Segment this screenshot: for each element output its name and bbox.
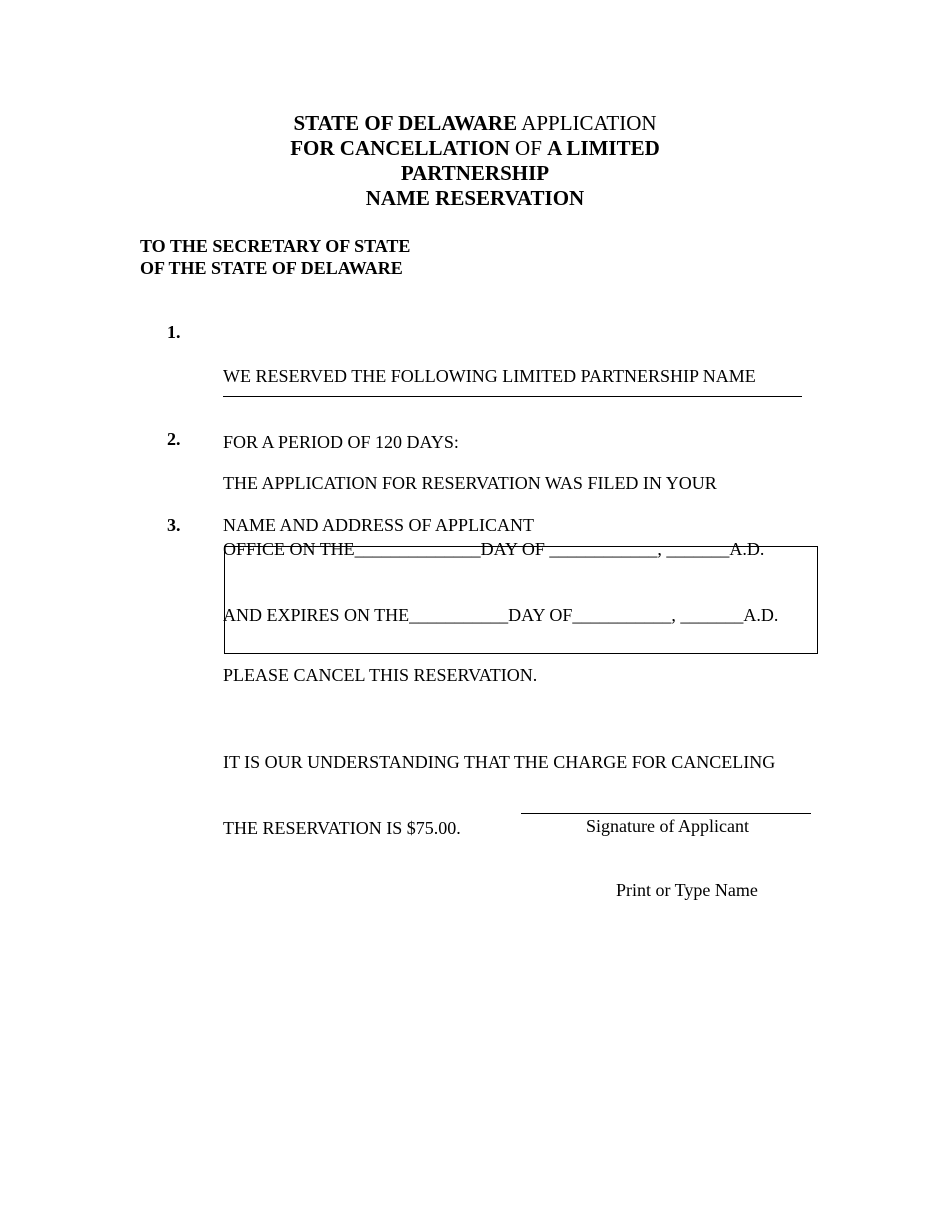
addressee [140, 235, 410, 279]
title-a-limited: A LIMITED [547, 136, 660, 160]
addressee-line-1: TO THE SECRETARY OF STATE [140, 236, 411, 256]
applicant-name-address-box[interactable] [224, 546, 818, 654]
item-1-line-2: FOR A PERIOD OF 120 DAYS: [223, 432, 459, 452]
partnership-name-field[interactable] [223, 396, 802, 397]
title-line-2 [0, 136, 950, 161]
document-title [0, 111, 950, 211]
charge-statement [223, 707, 775, 883]
item-3-number: 3. [167, 515, 181, 535]
charge-statement-line-2: THE RESERVATION IS $75.00. [223, 818, 461, 838]
title-line-4: NAME RESERVATION [365, 186, 585, 210]
item-2-filed-date-line[interactable]: OFFICE ON THE______________DAY OF ____________, _______A.D. [223, 539, 765, 559]
title-line-3: PARTNERSHIP [400, 161, 550, 185]
item-1-line-1: WE RESERVED THE FOLLOWING LIMITED PARTNERSHIP NAME [223, 366, 756, 386]
signature-label: Signature of Applicant [586, 816, 749, 836]
signature-line[interactable] [521, 813, 811, 814]
cancel-statement: PLEASE CANCEL THIS RESERVATION. [223, 665, 538, 685]
title-of: OF [509, 136, 548, 160]
title-line-1 [0, 111, 950, 136]
charge-statement-line-1: IT IS OUR UNDERSTANDING THAT THE CHARGE FOR CANCELING [223, 752, 776, 772]
print-name-label: Print or Type Name [616, 880, 758, 900]
item-2-number: 2. [167, 429, 181, 449]
title-state-of-delaware: STATE OF DELAWARE [293, 111, 518, 135]
item-2-line-1: THE APPLICATION FOR RESERVATION WAS FILED IN YOUR [223, 473, 717, 493]
item-2-expires-date-line[interactable]: AND EXPIRES ON THE___________DAY OF___________, _______A.D. [223, 605, 779, 625]
title-for-cancellation: FOR CANCELLATION [290, 136, 510, 160]
item-3-label: NAME AND ADDRESS OF APPLICANT [223, 515, 535, 535]
title-application: APPLICATION [517, 111, 657, 135]
addressee-line-2: OF THE STATE OF DELAWARE [140, 258, 403, 278]
item-1-number: 1. [167, 322, 181, 342]
